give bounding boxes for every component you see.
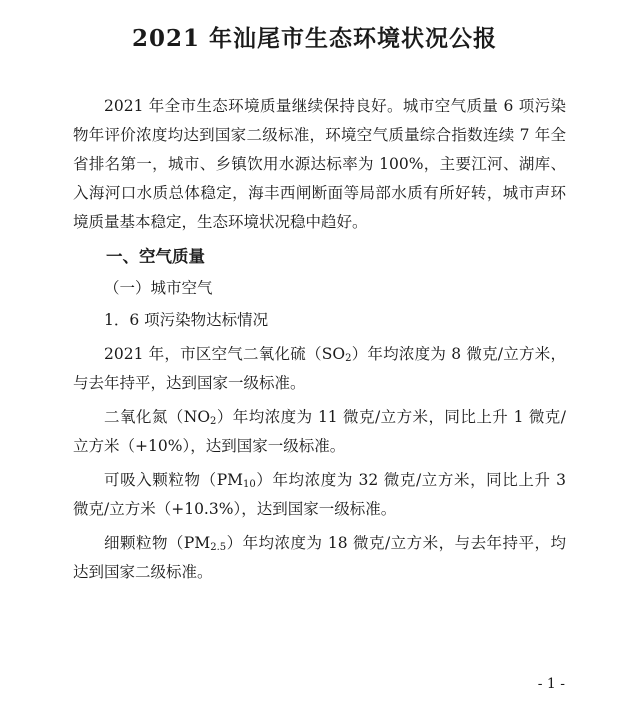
document-body [73, 92, 566, 587]
so2-paragraph [73, 340, 566, 398]
item-heading: 1．6 项污染物达标情况 [104, 311, 269, 329]
pm10-subscript: 10 [243, 479, 256, 490]
pm25-paragraph [73, 529, 566, 587]
no2-subscript: 2 [210, 416, 217, 427]
no2-paragraph [73, 403, 566, 461]
no2-text-before: 二氧化氮（NO [104, 408, 211, 426]
summary-paragraph: 2021 年全市生态环境质量继续保持良好。城市空气质量 6 项污染物年评价浓度均达到国家二级标准，环境空气质量综合指数连续 7 年全省排名第一，城市、乡镇饮用水源达标率为 100%，主要江河、湖库、入海河口水质总体稳定，海丰西闸断面等局部水质有所好转，城市声环境质量基本稳定，生态环境状况稳中趋好。 [73, 97, 566, 231]
subsection-heading: （一）城市空气 [104, 279, 213, 297]
pm10-paragraph [73, 466, 566, 524]
page-number: - 1 - [537, 676, 565, 692]
document-title: 2021 年汕尾市生态环境状况公报 [131, 25, 498, 52]
section-heading: 一、空气质量 [106, 247, 205, 266]
no2-text-after: ）年均浓度为 11 微克/立方米，同比上升 1 微克/立方米（+10%），达到国家一级标准。 [73, 408, 566, 455]
pm25-text-before: 细颗粒物（PM [104, 534, 211, 552]
pm10-text-before: 可吸入颗粒物（PM [104, 471, 244, 489]
pm25-subscript: 2.5 [210, 542, 227, 553]
pm25-text-after: ）年均浓度为 18 微克/立方米，与去年持平，均达到国家二级标准。 [73, 534, 566, 581]
so2-text-before: 2021 年，市区空气二氧化硫（SO [104, 345, 346, 363]
so2-text-after: ）年均浓度为 8 微克/立方米，与去年持平，达到国家一级标准。 [73, 345, 566, 392]
pm10-text-after: ）年均浓度为 32 微克/立方米，同比上升 3 微克/立方米（+10.3%），达到国家一级标准。 [73, 471, 566, 518]
so2-subscript: 2 [345, 353, 352, 364]
